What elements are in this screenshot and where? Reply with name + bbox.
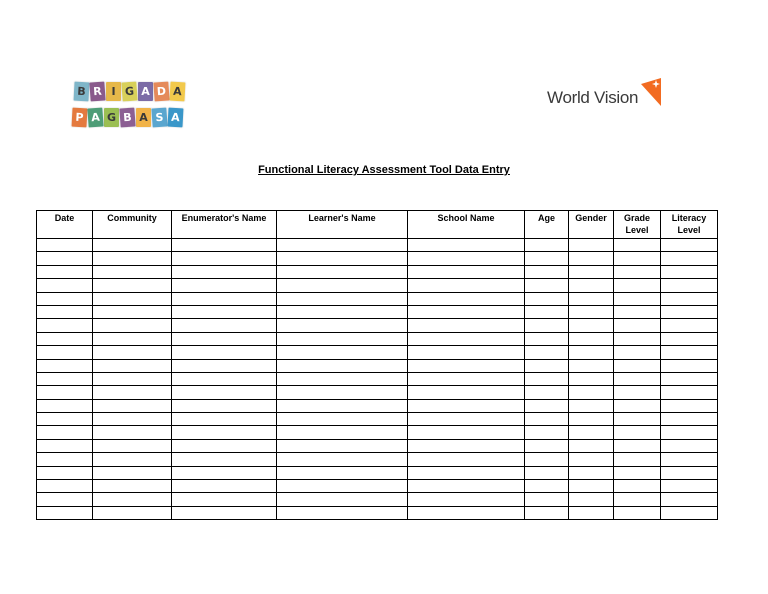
table-cell[interactable] [525, 265, 569, 278]
table-cell[interactable] [37, 413, 93, 426]
table-cell[interactable] [408, 466, 525, 479]
table-cell[interactable] [277, 386, 408, 399]
pagbasa-letter-tile: A [136, 108, 151, 127]
table-cell[interactable] [172, 413, 277, 426]
data-entry-table [36, 210, 718, 520]
table-row [37, 439, 718, 452]
table-row [37, 239, 718, 252]
table-cell[interactable] [569, 493, 614, 506]
table-cell[interactable] [525, 453, 569, 466]
table-cell[interactable] [408, 453, 525, 466]
table-cell[interactable] [614, 332, 661, 345]
column-header-grade-level: Grade Level [614, 211, 661, 239]
table-cell[interactable] [172, 332, 277, 345]
table-row [37, 332, 718, 345]
table-cell[interactable] [172, 239, 277, 252]
table-cell[interactable] [37, 346, 93, 359]
table-cell[interactable] [614, 426, 661, 439]
table-row [37, 372, 718, 385]
pagbasa-letter-tile: A [168, 108, 184, 128]
table-cell[interactable] [614, 506, 661, 519]
table-cell[interactable] [614, 252, 661, 265]
table-cell[interactable] [93, 239, 172, 252]
table-cell[interactable] [614, 279, 661, 292]
table-cell[interactable] [37, 493, 93, 506]
table-cell[interactable] [614, 346, 661, 359]
table-cell[interactable] [172, 279, 277, 292]
table-row [37, 413, 718, 426]
table-cell[interactable] [569, 372, 614, 385]
table-cell[interactable] [172, 453, 277, 466]
table-row [37, 399, 718, 412]
table-cell[interactable] [277, 332, 408, 345]
table-cell[interactable] [172, 252, 277, 265]
table-cell[interactable] [93, 399, 172, 412]
table-cell[interactable] [408, 399, 525, 412]
table-cell[interactable] [569, 426, 614, 439]
table-cell[interactable] [93, 252, 172, 265]
table-cell[interactable] [277, 305, 408, 318]
table-cell[interactable] [525, 305, 569, 318]
table-cell[interactable] [569, 239, 614, 252]
table-cell[interactable] [614, 239, 661, 252]
column-header-literacy-level: Literacy Level [661, 211, 718, 239]
table-cell[interactable] [614, 493, 661, 506]
table-cell[interactable] [172, 439, 277, 452]
column-header-community: Community [93, 211, 172, 239]
table-cell[interactable] [525, 346, 569, 359]
table-cell[interactable] [408, 493, 525, 506]
table-cell[interactable] [172, 305, 277, 318]
table-cell[interactable] [37, 506, 93, 519]
brigada-letter-tile: R [89, 81, 105, 101]
table-cell[interactable] [93, 413, 172, 426]
table-cell[interactable] [408, 346, 525, 359]
table-cell[interactable] [525, 279, 569, 292]
table-cell[interactable] [525, 413, 569, 426]
table-cell[interactable] [93, 480, 172, 493]
table-cell[interactable] [614, 292, 661, 305]
table-cell[interactable] [408, 439, 525, 452]
brigada-letter-tile: B [74, 82, 90, 102]
world-vision-logo-text: World Vision [547, 88, 639, 107]
table-cell[interactable] [569, 292, 614, 305]
table-cell[interactable] [614, 466, 661, 479]
table-row [37, 453, 718, 466]
table-body [37, 239, 718, 520]
document-title: Functional Literacy Assessment Tool Data Entry [258, 164, 510, 176]
table-cell[interactable] [661, 359, 718, 372]
table-cell[interactable] [408, 359, 525, 372]
logo-row-pagbasa [72, 108, 184, 130]
table-cell[interactable] [614, 319, 661, 332]
table-cell[interactable] [277, 239, 408, 252]
table-cell[interactable] [277, 359, 408, 372]
table-cell[interactable] [525, 252, 569, 265]
table-cell[interactable] [661, 292, 718, 305]
table-header-row [37, 211, 718, 239]
table-cell[interactable] [37, 399, 93, 412]
table-cell[interactable] [172, 346, 277, 359]
table-cell[interactable] [569, 386, 614, 399]
table-cell[interactable] [661, 239, 718, 252]
table-cell[interactable] [172, 480, 277, 493]
table-cell[interactable] [661, 386, 718, 399]
table-cell[interactable] [172, 319, 277, 332]
table-cell[interactable] [172, 466, 277, 479]
table-cell[interactable] [93, 386, 172, 399]
table-cell[interactable] [408, 386, 525, 399]
table-row [37, 346, 718, 359]
table-cell[interactable] [525, 359, 569, 372]
table-cell[interactable] [93, 292, 172, 305]
brigada-letter-tile: D [153, 81, 169, 101]
table-cell[interactable] [408, 239, 525, 252]
table-row [37, 305, 718, 318]
pagbasa-letter-tile: B [119, 107, 135, 127]
table-cell[interactable] [614, 372, 661, 385]
table-cell[interactable] [37, 292, 93, 305]
table-cell[interactable] [172, 292, 277, 305]
table-cell[interactable] [569, 399, 614, 412]
table-cell[interactable] [37, 386, 93, 399]
table-cell[interactable] [172, 359, 277, 372]
table-row [37, 279, 718, 292]
table-cell[interactable] [277, 439, 408, 452]
table-cell[interactable] [408, 372, 525, 385]
table-cell[interactable] [614, 386, 661, 399]
table-cell[interactable] [37, 480, 93, 493]
table-cell[interactable] [569, 319, 614, 332]
table-cell[interactable] [37, 359, 93, 372]
table-cell[interactable] [408, 480, 525, 493]
table-cell[interactable] [525, 239, 569, 252]
table-cell[interactable] [93, 493, 172, 506]
table-cell[interactable] [37, 252, 93, 265]
table-cell[interactable] [569, 305, 614, 318]
table-cell[interactable] [172, 399, 277, 412]
table-cell[interactable] [277, 480, 408, 493]
table-cell[interactable] [661, 493, 718, 506]
table-cell[interactable] [37, 466, 93, 479]
column-header-learner-s-name: Learner's Name [277, 211, 408, 239]
table-cell[interactable] [408, 413, 525, 426]
pagbasa-letter-tile: P [72, 108, 88, 128]
brigada-letter-tile: I [106, 82, 121, 101]
table-cell[interactable] [614, 439, 661, 452]
table-cell[interactable] [277, 506, 408, 519]
table-row [37, 426, 718, 439]
table-cell[interactable] [569, 252, 614, 265]
table-row [37, 359, 718, 372]
table-cell[interactable] [661, 319, 718, 332]
table-cell[interactable] [661, 332, 718, 345]
table-cell[interactable] [661, 346, 718, 359]
table-cell[interactable] [277, 413, 408, 426]
table-cell[interactable] [408, 319, 525, 332]
table-cell[interactable] [277, 466, 408, 479]
table-row [37, 480, 718, 493]
table-cell[interactable] [661, 466, 718, 479]
table-row [37, 506, 718, 519]
table-cell[interactable] [525, 439, 569, 452]
table-cell[interactable] [661, 252, 718, 265]
table-cell[interactable] [661, 426, 718, 439]
table-cell[interactable] [525, 426, 569, 439]
table-cell[interactable] [277, 292, 408, 305]
table-cell[interactable] [37, 372, 93, 385]
table-cell[interactable] [614, 413, 661, 426]
pagbasa-letter-tile: G [104, 108, 119, 127]
table-cell[interactable] [277, 426, 408, 439]
column-header-school-name: School Name [408, 211, 525, 239]
table-cell[interactable] [93, 506, 172, 519]
table-cell[interactable] [661, 453, 718, 466]
table-cell[interactable] [408, 305, 525, 318]
table-cell[interactable] [37, 453, 93, 466]
world-vision-star-mark-icon [641, 78, 665, 106]
pagbasa-letter-tile: S [151, 107, 167, 127]
table-row [37, 466, 718, 479]
table-cell[interactable] [93, 265, 172, 278]
table-cell[interactable] [614, 359, 661, 372]
table-row [37, 386, 718, 399]
table-cell[interactable] [277, 493, 408, 506]
table-cell[interactable] [408, 426, 525, 439]
table-cell[interactable] [93, 426, 172, 439]
table-cell[interactable] [172, 265, 277, 278]
pagbasa-letter-tile: A [87, 107, 103, 127]
table-cell[interactable] [172, 506, 277, 519]
table-cell[interactable] [569, 332, 614, 345]
table-cell[interactable] [525, 480, 569, 493]
table-cell[interactable] [172, 493, 277, 506]
table-cell[interactable] [93, 332, 172, 345]
table-cell[interactable] [37, 426, 93, 439]
table-cell[interactable] [525, 292, 569, 305]
table-row [37, 493, 718, 506]
table-cell[interactable] [661, 372, 718, 385]
table-cell[interactable] [93, 319, 172, 332]
table-cell[interactable] [525, 332, 569, 345]
table-cell[interactable] [37, 332, 93, 345]
table-cell[interactable] [661, 480, 718, 493]
table-cell[interactable] [277, 252, 408, 265]
table-cell[interactable] [408, 292, 525, 305]
table-row [37, 252, 718, 265]
table-cell[interactable] [277, 346, 408, 359]
table-cell[interactable] [661, 506, 718, 519]
table-row [37, 265, 718, 278]
column-header-date: Date [37, 211, 93, 239]
column-header-age: Age [525, 211, 569, 239]
table-cell[interactable] [661, 305, 718, 318]
world-vision-logo [545, 78, 667, 110]
table-cell[interactable] [37, 265, 93, 278]
table-cell[interactable] [614, 453, 661, 466]
table-cell[interactable] [408, 265, 525, 278]
table-cell[interactable] [172, 386, 277, 399]
table-cell[interactable] [569, 359, 614, 372]
table-cell[interactable] [525, 319, 569, 332]
table-cell[interactable] [569, 346, 614, 359]
table-cell[interactable] [569, 279, 614, 292]
table-cell[interactable] [525, 386, 569, 399]
table-cell[interactable] [614, 305, 661, 318]
table-cell[interactable] [277, 319, 408, 332]
table-cell[interactable] [569, 265, 614, 278]
table-cell[interactable] [277, 399, 408, 412]
table-cell[interactable] [569, 413, 614, 426]
table-cell[interactable] [661, 413, 718, 426]
table-cell[interactable] [93, 439, 172, 452]
brigada-letter-tile: G [121, 81, 137, 101]
table-row [37, 292, 718, 305]
table-cell[interactable] [93, 359, 172, 372]
table-cell[interactable] [172, 372, 277, 385]
table-cell[interactable] [661, 279, 718, 292]
table-cell[interactable] [408, 506, 525, 519]
table-cell[interactable] [37, 439, 93, 452]
table-cell[interactable] [93, 453, 172, 466]
table-cell[interactable] [525, 372, 569, 385]
table-cell[interactable] [569, 439, 614, 452]
table-cell[interactable] [408, 279, 525, 292]
table-cell[interactable] [408, 332, 525, 345]
table-cell[interactable] [93, 279, 172, 292]
brigada-letter-tile: A [138, 82, 153, 101]
table-cell[interactable] [569, 506, 614, 519]
table-cell[interactable] [569, 466, 614, 479]
table-cell[interactable] [93, 466, 172, 479]
table-cell[interactable] [277, 279, 408, 292]
logo-row-brigada [74, 82, 186, 104]
table-cell[interactable] [408, 252, 525, 265]
table-cell[interactable] [569, 453, 614, 466]
table-cell[interactable] [37, 319, 93, 332]
column-header-gender: Gender [569, 211, 614, 239]
table-cell[interactable] [525, 506, 569, 519]
brigada-pagbasa-logo [72, 80, 183, 134]
table-cell[interactable] [614, 480, 661, 493]
table-cell[interactable] [661, 439, 718, 452]
table-cell[interactable] [93, 305, 172, 318]
table-cell[interactable] [569, 480, 614, 493]
table-cell[interactable] [614, 399, 661, 412]
table-cell[interactable] [661, 399, 718, 412]
brigada-letter-tile: A [170, 82, 186, 102]
table-cell[interactable] [277, 265, 408, 278]
table-cell[interactable] [37, 239, 93, 252]
table-cell[interactable] [525, 399, 569, 412]
table-cell[interactable] [277, 372, 408, 385]
table-cell[interactable] [661, 265, 718, 278]
table-cell[interactable] [172, 426, 277, 439]
table-cell[interactable] [93, 372, 172, 385]
column-header-enumerator-s-name: Enumerator's Name [172, 211, 277, 239]
table-cell[interactable] [37, 305, 93, 318]
table-cell[interactable] [277, 453, 408, 466]
table-cell[interactable] [93, 346, 172, 359]
table-cell[interactable] [525, 493, 569, 506]
table-cell[interactable] [37, 279, 93, 292]
table-cell[interactable] [614, 265, 661, 278]
table-cell[interactable] [525, 466, 569, 479]
table-row [37, 319, 718, 332]
